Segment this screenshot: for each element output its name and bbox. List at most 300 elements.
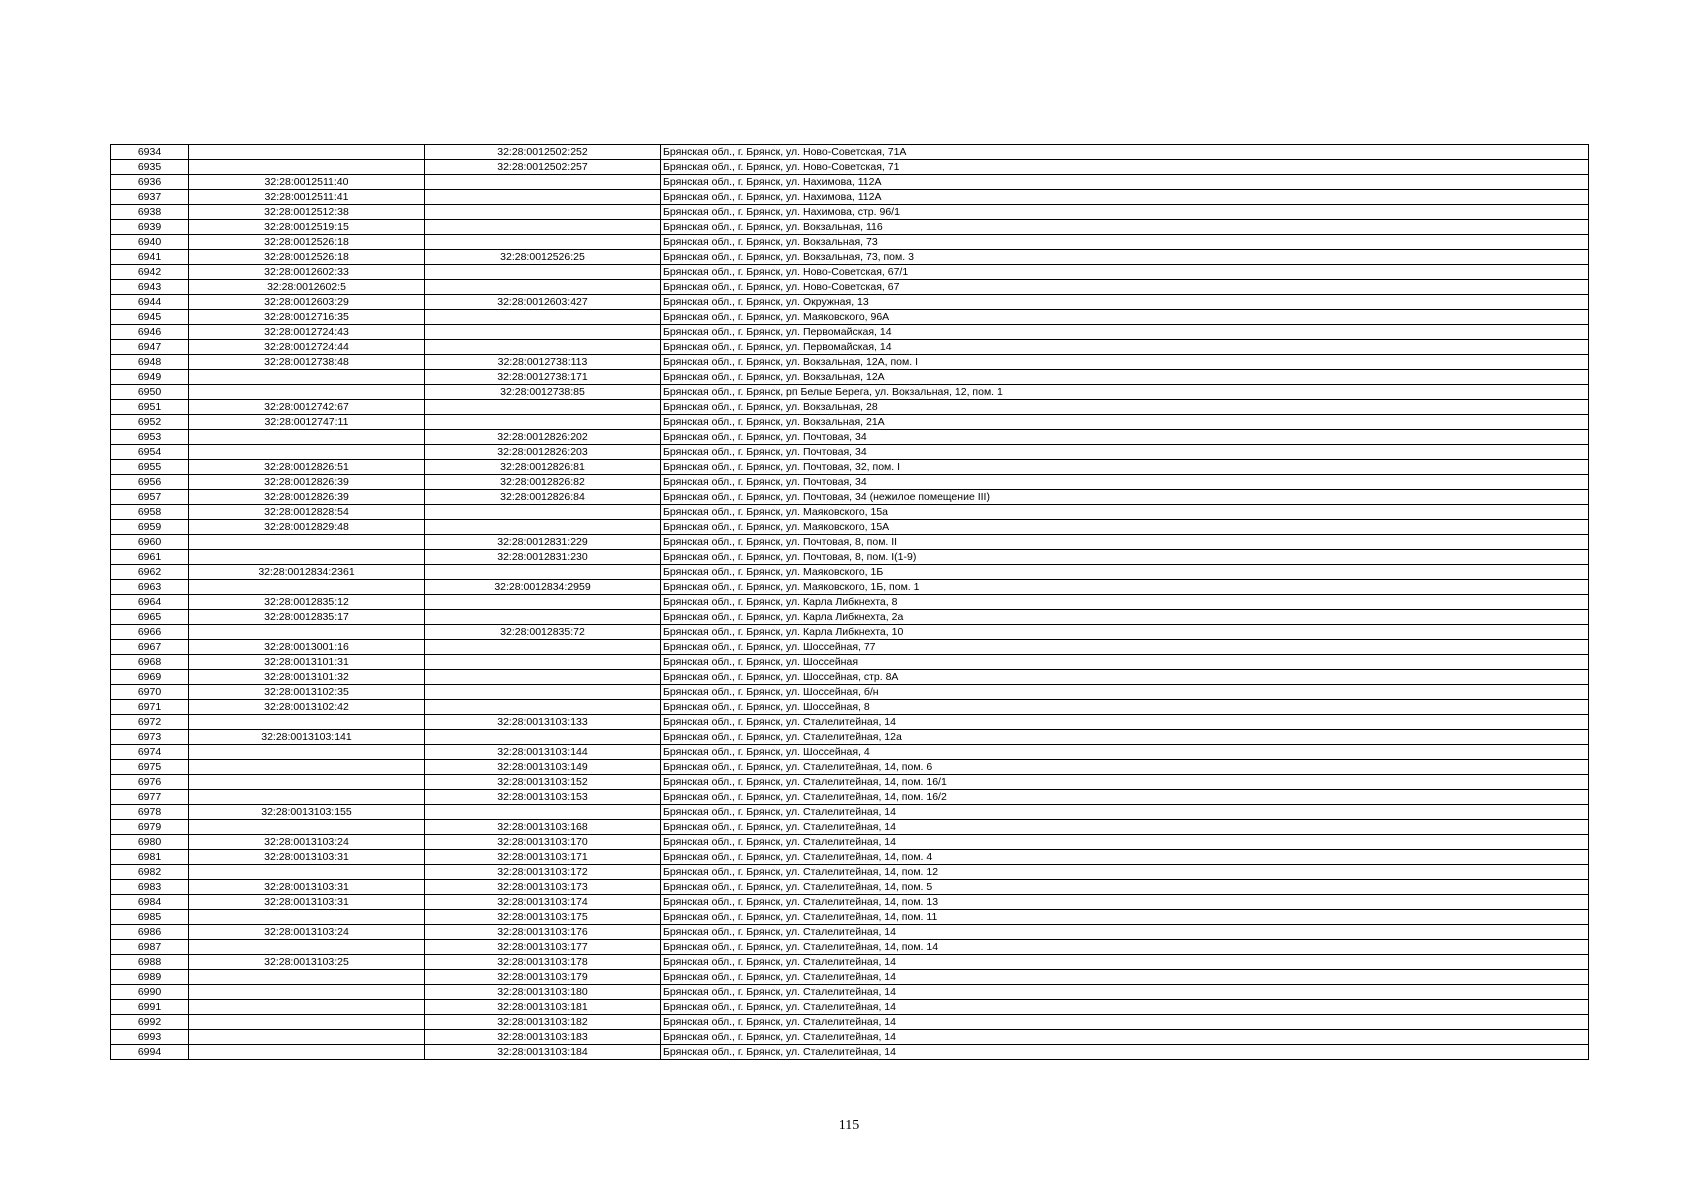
table-row: [111, 280, 1589, 295]
table-row: [111, 490, 1589, 505]
row-number-cell: 6959: [111, 520, 189, 535]
row-number-cell: 6953: [111, 430, 189, 445]
address-cell: Брянская обл., г. Брянск, ул. Шоссейная: [661, 655, 1589, 670]
object-cadastral-number-cell: 32:28:0012526:25: [425, 250, 661, 265]
object-cadastral-number-cell: [425, 505, 661, 520]
row-number-cell: 6952: [111, 415, 189, 430]
table-row: [111, 250, 1589, 265]
land-cadastral-number-cell: [189, 385, 425, 400]
row-number-cell: 6968: [111, 655, 189, 670]
row-number-cell: 6941: [111, 250, 189, 265]
land-cadastral-number-cell: 32:28:0012738:48: [189, 355, 425, 370]
row-number-cell: 6967: [111, 640, 189, 655]
land-cadastral-number-cell: [189, 775, 425, 790]
land-cadastral-number-cell: [189, 745, 425, 760]
land-cadastral-number-cell: [189, 1045, 425, 1060]
address-cell: Брянская обл., г. Брянск, ул. Сталелитейная, 14: [661, 985, 1589, 1000]
object-cadastral-number-cell: 32:28:0013103:173: [425, 880, 661, 895]
object-cadastral-number-cell: 32:28:0012826:82: [425, 475, 661, 490]
object-cadastral-number-cell: [425, 265, 661, 280]
table-row: [111, 760, 1589, 775]
row-number-cell: 6971: [111, 700, 189, 715]
land-cadastral-number-cell: 32:28:0012747:11: [189, 415, 425, 430]
row-number-cell: 6979: [111, 820, 189, 835]
land-cadastral-number-cell: 32:28:0012511:41: [189, 190, 425, 205]
land-cadastral-number-cell: 32:28:0012835:17: [189, 610, 425, 625]
address-cell: Брянская обл., г. Брянск, ул. Первомайская, 14: [661, 340, 1589, 355]
land-cadastral-number-cell: [189, 1000, 425, 1015]
object-cadastral-number-cell: [425, 325, 661, 340]
object-cadastral-number-cell: 32:28:0012835:72: [425, 625, 661, 640]
object-cadastral-number-cell: [425, 310, 661, 325]
address-cell: Брянская обл., г. Брянск, ул. Шоссейная, б/н: [661, 685, 1589, 700]
object-cadastral-number-cell: 32:28:0012826:81: [425, 460, 661, 475]
address-cell: Брянская обл., г. Брянск, ул. Сталелитейная, 14, пом. 5: [661, 880, 1589, 895]
table-row: [111, 730, 1589, 745]
table-row: [111, 535, 1589, 550]
address-cell: Брянская обл., г. Брянск, ул. Нахимова, стр. 96/1: [661, 205, 1589, 220]
table-row: [111, 1000, 1589, 1015]
address-cell: Брянская обл., г. Брянск, ул. Сталелитейная, 12а: [661, 730, 1589, 745]
table-row: [111, 805, 1589, 820]
row-number-cell: 6946: [111, 325, 189, 340]
table-row: [111, 370, 1589, 385]
row-number-cell: 6948: [111, 355, 189, 370]
address-cell: Брянская обл., г. Брянск, ул. Карла Либкнехта, 8: [661, 595, 1589, 610]
table-row: [111, 970, 1589, 985]
address-cell: Брянская обл., г. Брянск, ул. Сталелитейная, 14, пом. 11: [661, 910, 1589, 925]
object-cadastral-number-cell: 32:28:0013103:183: [425, 1030, 661, 1045]
address-cell: Брянская обл., г. Брянск, ул. Нахимова, 112А: [661, 175, 1589, 190]
object-cadastral-number-cell: [425, 280, 661, 295]
land-cadastral-number-cell: [189, 445, 425, 460]
table-row: [111, 625, 1589, 640]
object-cadastral-number-cell: 32:28:0013103:170: [425, 835, 661, 850]
table-row: [111, 955, 1589, 970]
object-cadastral-number-cell: 32:28:0013103:149: [425, 760, 661, 775]
land-cadastral-number-cell: [189, 760, 425, 775]
row-number-cell: 6935: [111, 160, 189, 175]
row-number-cell: 6934: [111, 145, 189, 160]
address-cell: Брянская обл., г. Брянск, ул. Почтовая, 34: [661, 430, 1589, 445]
table-row: [111, 670, 1589, 685]
object-cadastral-number-cell: 32:28:0013103:152: [425, 775, 661, 790]
row-number-cell: 6961: [111, 550, 189, 565]
object-cadastral-number-cell: 32:28:0012834:2959: [425, 580, 661, 595]
table-row: [111, 445, 1589, 460]
address-cell: Брянская обл., г. Брянск, ул. Сталелитейная, 14: [661, 1000, 1589, 1015]
table-row: [111, 595, 1589, 610]
object-cadastral-number-cell: [425, 805, 661, 820]
row-number-cell: 6972: [111, 715, 189, 730]
table-row: [111, 205, 1589, 220]
land-cadastral-number-cell: 32:28:0013103:24: [189, 835, 425, 850]
land-cadastral-number-cell: 32:28:0012602:5: [189, 280, 425, 295]
address-cell: Брянская обл., г. Брянск, ул. Сталелитейная, 14: [661, 970, 1589, 985]
object-cadastral-number-cell: 32:28:0012502:257: [425, 160, 661, 175]
row-number-cell: 6977: [111, 790, 189, 805]
row-number-cell: 6974: [111, 745, 189, 760]
row-number-cell: 6940: [111, 235, 189, 250]
address-cell: Брянская обл., г. Брянск, ул. Окружная, 13: [661, 295, 1589, 310]
land-cadastral-number-cell: [189, 370, 425, 385]
address-cell: Брянская обл., г. Брянск, ул. Маяковского, 96А: [661, 310, 1589, 325]
object-cadastral-number-cell: 32:28:0012738:171: [425, 370, 661, 385]
object-cadastral-number-cell: [425, 235, 661, 250]
table-row: [111, 520, 1589, 535]
address-cell: Брянская обл., г. Брянск, ул. Сталелитейная, 14: [661, 1030, 1589, 1045]
row-number-cell: 6982: [111, 865, 189, 880]
table-row: [111, 1015, 1589, 1030]
address-cell: Брянская обл., г. Брянск, ул. Вокзальная, 12А, пом. I: [661, 355, 1589, 370]
address-cell: Брянская обл., г. Брянск, ул. Маяковского, 15А: [661, 520, 1589, 535]
row-number-cell: 6947: [111, 340, 189, 355]
land-cadastral-number-cell: 32:28:0013102:35: [189, 685, 425, 700]
address-cell: Брянская обл., г. Брянск, ул. Сталелитейная, 14: [661, 805, 1589, 820]
table-row: [111, 835, 1589, 850]
land-cadastral-number-cell: [189, 715, 425, 730]
object-cadastral-number-cell: 32:28:0013103:172: [425, 865, 661, 880]
row-number-cell: 6969: [111, 670, 189, 685]
land-cadastral-number-cell: 32:28:0012716:35: [189, 310, 425, 325]
land-cadastral-number-cell: [189, 865, 425, 880]
row-number-cell: 6985: [111, 910, 189, 925]
land-cadastral-number-cell: [189, 910, 425, 925]
land-cadastral-number-cell: 32:28:0012828:54: [189, 505, 425, 520]
land-cadastral-number-cell: 32:28:0012826:39: [189, 490, 425, 505]
land-cadastral-number-cell: [189, 550, 425, 565]
address-cell: Брянская обл., г. Брянск, ул. Нахимова, 112А: [661, 190, 1589, 205]
row-number-cell: 6986: [111, 925, 189, 940]
row-number-cell: 6991: [111, 1000, 189, 1015]
land-cadastral-number-cell: 32:28:0013103:24: [189, 925, 425, 940]
row-number-cell: 6989: [111, 970, 189, 985]
object-cadastral-number-cell: [425, 640, 661, 655]
row-number-cell: 6942: [111, 265, 189, 280]
row-number-cell: 6944: [111, 295, 189, 310]
table-row: [111, 745, 1589, 760]
land-cadastral-number-cell: 32:28:0013103:155: [189, 805, 425, 820]
object-cadastral-number-cell: [425, 730, 661, 745]
land-cadastral-number-cell: 32:28:0012829:48: [189, 520, 425, 535]
address-cell: Брянская обл., г. Брянск, ул. Сталелитейная, 14, пом. 16/2: [661, 790, 1589, 805]
address-cell: Брянская обл., г. Брянск, ул. Вокзальная, 116: [661, 220, 1589, 235]
row-number-cell: 6939: [111, 220, 189, 235]
row-number-cell: 6951: [111, 400, 189, 415]
object-cadastral-number-cell: [425, 415, 661, 430]
address-cell: Брянская обл., г. Брянск, ул. Сталелитейная, 14, пом. 13: [661, 895, 1589, 910]
land-cadastral-number-cell: 32:28:0012742:67: [189, 400, 425, 415]
row-number-cell: 6983: [111, 880, 189, 895]
row-number-cell: 6938: [111, 205, 189, 220]
table-row: [111, 415, 1589, 430]
land-cadastral-number-cell: [189, 820, 425, 835]
address-cell: Брянская обл., г. Брянск, ул. Сталелитейная, 14: [661, 1045, 1589, 1060]
address-cell: Брянская обл., г. Брянск, ул. Ново-Советская, 67/1: [661, 265, 1589, 280]
address-cell: Брянская обл., г. Брянск, ул. Почтовая, 32, пом. I: [661, 460, 1589, 475]
address-cell: Брянская обл., г. Брянск, ул. Почтовая, 8, пом. II: [661, 535, 1589, 550]
object-cadastral-number-cell: 32:28:0013103:177: [425, 940, 661, 955]
table-row: [111, 565, 1589, 580]
address-cell: Брянская обл., г. Брянск, ул. Сталелитейная, 14, пом. 12: [661, 865, 1589, 880]
table-row: [111, 505, 1589, 520]
table-row: [111, 475, 1589, 490]
address-cell: Брянская обл., г. Брянск, ул. Сталелитейная, 14: [661, 820, 1589, 835]
address-cell: Брянская обл., г. Брянск, ул. Почтовая, 8, пом. I(1-9): [661, 550, 1589, 565]
row-number-cell: 6987: [111, 940, 189, 955]
object-cadastral-number-cell: 32:28:0012502:252: [425, 145, 661, 160]
row-number-cell: 6973: [111, 730, 189, 745]
object-cadastral-number-cell: [425, 655, 661, 670]
land-cadastral-number-cell: [189, 430, 425, 445]
object-cadastral-number-cell: 32:28:0012603:427: [425, 295, 661, 310]
land-cadastral-number-cell: [189, 145, 425, 160]
row-number-cell: 6954: [111, 445, 189, 460]
address-cell: Брянская обл., г. Брянск, ул. Вокзальная, 21А: [661, 415, 1589, 430]
object-cadastral-number-cell: 32:28:0013103:181: [425, 1000, 661, 1015]
table-row: [111, 985, 1589, 1000]
address-cell: Брянская обл., г. Брянск, ул. Сталелитейная, 14: [661, 1015, 1589, 1030]
table-row: [111, 1045, 1589, 1060]
address-cell: Брянская обл., г. Брянск, ул. Первомайская, 14: [661, 325, 1589, 340]
address-cell: Брянская обл., г. Брянск, ул. Сталелитейная, 14: [661, 835, 1589, 850]
land-cadastral-number-cell: 32:28:0012602:33: [189, 265, 425, 280]
object-cadastral-number-cell: 32:28:0012831:230: [425, 550, 661, 565]
table-row: [111, 820, 1589, 835]
address-cell: Брянская обл., г. Брянск, ул. Сталелитейная, 14: [661, 715, 1589, 730]
row-number-cell: 6956: [111, 475, 189, 490]
address-cell: Брянская обл., г. Брянск, ул. Сталелитейная, 14: [661, 955, 1589, 970]
object-cadastral-number-cell: [425, 175, 661, 190]
address-cell: Брянская обл., г. Брянск, ул. Почтовая, 34: [661, 475, 1589, 490]
table-row: [111, 385, 1589, 400]
row-number-cell: 6936: [111, 175, 189, 190]
land-cadastral-number-cell: [189, 940, 425, 955]
object-cadastral-number-cell: [425, 220, 661, 235]
object-cadastral-number-cell: 32:28:0012826:202: [425, 430, 661, 445]
address-cell: Брянская обл., г. Брянск, ул. Сталелитейная, 14: [661, 925, 1589, 940]
land-cadastral-number-cell: 32:28:0013001:16: [189, 640, 425, 655]
land-cadastral-number-cell: 32:28:0012603:29: [189, 295, 425, 310]
page-number: 115: [838, 1118, 860, 1133]
table-row: [111, 610, 1589, 625]
land-cadastral-number-cell: [189, 1030, 425, 1045]
land-cadastral-number-cell: 32:28:0012835:12: [189, 595, 425, 610]
address-cell: Брянская обл., г. Брянск, ул. Сталелитейная, 14, пом. 14: [661, 940, 1589, 955]
object-cadastral-number-cell: 32:28:0012831:229: [425, 535, 661, 550]
row-number-cell: 6964: [111, 595, 189, 610]
table-row: [111, 265, 1589, 280]
object-cadastral-number-cell: 32:28:0013103:133: [425, 715, 661, 730]
land-cadastral-number-cell: 32:28:0013102:42: [189, 700, 425, 715]
table-row: [111, 685, 1589, 700]
table-row: [111, 925, 1589, 940]
object-cadastral-number-cell: [425, 700, 661, 715]
address-cell: Брянская обл., г. Брянск, ул. Сталелитейная, 14, пом. 16/1: [661, 775, 1589, 790]
land-cadastral-number-cell: 32:28:0012512:38: [189, 205, 425, 220]
address-cell: Брянская обл., г. Брянск, ул. Маяковского, 1Б, пом. 1: [661, 580, 1589, 595]
object-cadastral-number-cell: 32:28:0013103:175: [425, 910, 661, 925]
object-cadastral-number-cell: 32:28:0013103:153: [425, 790, 661, 805]
address-cell: Брянская обл., г. Брянск, ул. Сталелитейная, 14, пом. 6: [661, 760, 1589, 775]
object-cadastral-number-cell: [425, 340, 661, 355]
table-row: [111, 220, 1589, 235]
address-cell: Брянская обл., г. Брянск, ул. Шоссейная, 4: [661, 745, 1589, 760]
table-row: [111, 940, 1589, 955]
row-number-cell: 6992: [111, 1015, 189, 1030]
table-row: [111, 235, 1589, 250]
land-cadastral-number-cell: [189, 790, 425, 805]
table-row: [111, 895, 1589, 910]
row-number-cell: 6978: [111, 805, 189, 820]
table-row: [111, 295, 1589, 310]
object-cadastral-number-cell: [425, 595, 661, 610]
address-cell: Брянская обл., г. Брянск, ул. Маяковского, 15а: [661, 505, 1589, 520]
land-cadastral-number-cell: 32:28:0012526:18: [189, 235, 425, 250]
registry-table: [110, 144, 1589, 1060]
table-row: [111, 700, 1589, 715]
table-row: [111, 640, 1589, 655]
row-number-cell: 6965: [111, 610, 189, 625]
object-cadastral-number-cell: [425, 400, 661, 415]
land-cadastral-number-cell: 32:28:0012724:43: [189, 325, 425, 340]
address-cell: Брянская обл., г. Брянск, ул. Вокзальная, 73, пом. 3: [661, 250, 1589, 265]
row-number-cell: 6949: [111, 370, 189, 385]
address-cell: Брянская обл., г. Брянск, ул. Вокзальная, 73: [661, 235, 1589, 250]
row-number-cell: 6955: [111, 460, 189, 475]
address-cell: Брянская обл., г. Брянск, ул. Почтовая, 34 (нежилое помещение III): [661, 490, 1589, 505]
table-row: [111, 310, 1589, 325]
address-cell: Брянская обл., г. Брянск, ул. Ново-Советская, 71: [661, 160, 1589, 175]
table-row: [111, 790, 1589, 805]
land-cadastral-number-cell: 32:28:0012511:40: [189, 175, 425, 190]
row-number-cell: 6960: [111, 535, 189, 550]
row-number-cell: 6993: [111, 1030, 189, 1045]
row-number-cell: 6963: [111, 580, 189, 595]
row-number-cell: 6981: [111, 850, 189, 865]
land-cadastral-number-cell: 32:28:0013103:31: [189, 895, 425, 910]
table-row: [111, 325, 1589, 340]
table-row: [111, 550, 1589, 565]
table-row: [111, 655, 1589, 670]
address-cell: Брянская обл., г. Брянск, ул. Шоссейная, 77: [661, 640, 1589, 655]
object-cadastral-number-cell: 32:28:0012826:84: [425, 490, 661, 505]
address-cell: Брянская обл., г. Брянск, ул. Шоссейная, стр. 8А: [661, 670, 1589, 685]
object-cadastral-number-cell: 32:28:0013103:180: [425, 985, 661, 1000]
object-cadastral-number-cell: 32:28:0013103:184: [425, 1045, 661, 1060]
land-cadastral-number-cell: 32:28:0013101:32: [189, 670, 425, 685]
table-row: [111, 775, 1589, 790]
object-cadastral-number-cell: [425, 520, 661, 535]
row-number-cell: 6957: [111, 490, 189, 505]
land-cadastral-number-cell: 32:28:0013101:31: [189, 655, 425, 670]
object-cadastral-number-cell: 32:28:0013103:182: [425, 1015, 661, 1030]
address-cell: Брянская обл., г. Брянск, ул. Шоссейная, 8: [661, 700, 1589, 715]
address-cell: Брянская обл., г. Брянск, ул. Карла Либкнехта, 2а: [661, 610, 1589, 625]
address-cell: Брянская обл., г. Брянск, ул. Почтовая, 34: [661, 445, 1589, 460]
land-cadastral-number-cell: 32:28:0013103:31: [189, 880, 425, 895]
row-number-cell: 6950: [111, 385, 189, 400]
table-row: [111, 850, 1589, 865]
object-cadastral-number-cell: 32:28:0013103:176: [425, 925, 661, 940]
object-cadastral-number-cell: [425, 205, 661, 220]
address-cell: Брянская обл., г. Брянск, ул. Сталелитейная, 14, пом. 4: [661, 850, 1589, 865]
land-cadastral-number-cell: [189, 535, 425, 550]
object-cadastral-number-cell: 32:28:0013103:144: [425, 745, 661, 760]
row-number-cell: 6975: [111, 760, 189, 775]
table-row: [111, 865, 1589, 880]
object-cadastral-number-cell: 32:28:0013103:174: [425, 895, 661, 910]
object-cadastral-number-cell: 32:28:0012826:203: [425, 445, 661, 460]
object-cadastral-number-cell: 32:28:0012738:113: [425, 355, 661, 370]
land-cadastral-number-cell: 32:28:0012519:15: [189, 220, 425, 235]
land-cadastral-number-cell: 32:28:0012724:44: [189, 340, 425, 355]
row-number-cell: 6958: [111, 505, 189, 520]
table-row: [111, 355, 1589, 370]
row-number-cell: 6988: [111, 955, 189, 970]
row-number-cell: 6943: [111, 280, 189, 295]
table-row: [111, 190, 1589, 205]
object-cadastral-number-cell: [425, 670, 661, 685]
row-number-cell: 6970: [111, 685, 189, 700]
table-row: [111, 175, 1589, 190]
land-cadastral-number-cell: [189, 625, 425, 640]
row-number-cell: 6980: [111, 835, 189, 850]
object-cadastral-number-cell: [425, 685, 661, 700]
land-cadastral-number-cell: [189, 580, 425, 595]
row-number-cell: 6990: [111, 985, 189, 1000]
table-row: [111, 1030, 1589, 1045]
land-cadastral-number-cell: [189, 985, 425, 1000]
registry-table-body: [111, 145, 1589, 1060]
row-number-cell: 6966: [111, 625, 189, 640]
table-row: [111, 145, 1589, 160]
land-cadastral-number-cell: 32:28:0012826:51: [189, 460, 425, 475]
object-cadastral-number-cell: 32:28:0012738:85: [425, 385, 661, 400]
row-number-cell: 6994: [111, 1045, 189, 1060]
address-cell: Брянская обл., г. Брянск, ул. Ново-Советская, 67: [661, 280, 1589, 295]
address-cell: Брянская обл., г. Брянск, ул. Маяковского, 1Б: [661, 565, 1589, 580]
land-cadastral-number-cell: 32:28:0012526:18: [189, 250, 425, 265]
land-cadastral-number-cell: [189, 160, 425, 175]
table-row: [111, 160, 1589, 175]
object-cadastral-number-cell: [425, 565, 661, 580]
table-row: [111, 340, 1589, 355]
land-cadastral-number-cell: 32:28:0013103:31: [189, 850, 425, 865]
object-cadastral-number-cell: 32:28:0013103:178: [425, 955, 661, 970]
land-cadastral-number-cell: 32:28:0013103:25: [189, 955, 425, 970]
object-cadastral-number-cell: 32:28:0013103:179: [425, 970, 661, 985]
object-cadastral-number-cell: [425, 610, 661, 625]
object-cadastral-number-cell: [425, 190, 661, 205]
address-cell: Брянская обл., г. Брянск, рп Белые Берега, ул. Вокзальная, 12, пом. 1: [661, 385, 1589, 400]
land-cadastral-number-cell: [189, 1015, 425, 1030]
table-row: [111, 400, 1589, 415]
object-cadastral-number-cell: 32:28:0013103:168: [425, 820, 661, 835]
land-cadastral-number-cell: 32:28:0013103:141: [189, 730, 425, 745]
row-number-cell: 6976: [111, 775, 189, 790]
table-row: [111, 580, 1589, 595]
address-cell: Брянская обл., г. Брянск, ул. Карла Либкнехта, 10: [661, 625, 1589, 640]
table-row: [111, 430, 1589, 445]
table-row: [111, 715, 1589, 730]
land-cadastral-number-cell: 32:28:0012834:2361: [189, 565, 425, 580]
table-row: [111, 910, 1589, 925]
row-number-cell: 6945: [111, 310, 189, 325]
land-cadastral-number-cell: [189, 970, 425, 985]
row-number-cell: 6984: [111, 895, 189, 910]
row-number-cell: 6937: [111, 190, 189, 205]
